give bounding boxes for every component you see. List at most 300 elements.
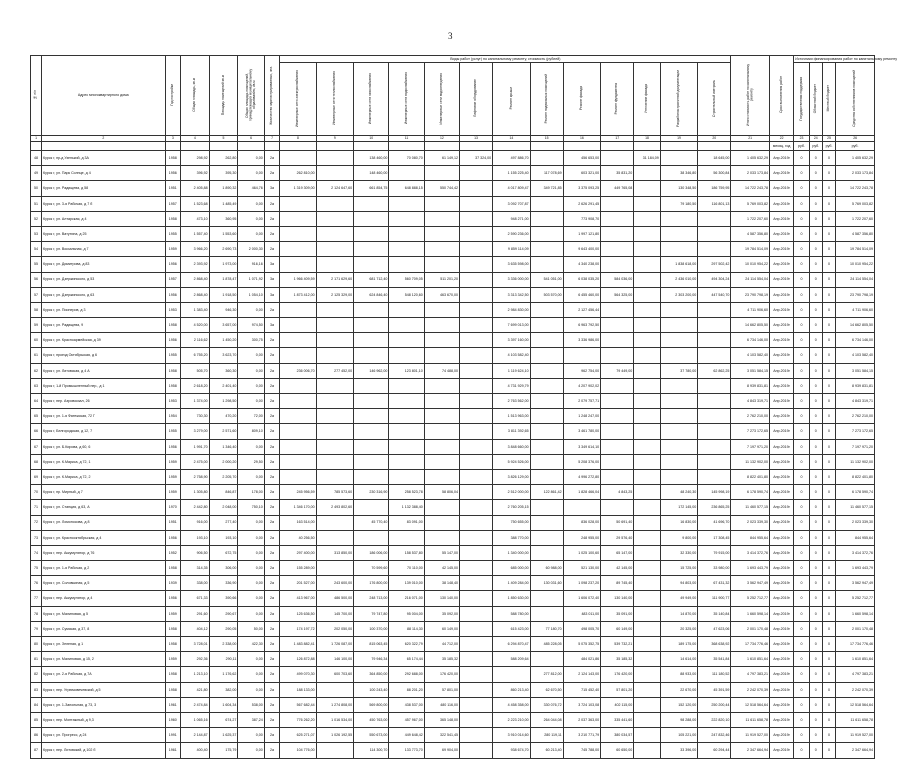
row-work-cost (389, 439, 424, 454)
row-municipal-area: 0,00 (238, 652, 264, 667)
row-number: 54 (31, 242, 42, 257)
row-work-cost (424, 378, 459, 393)
row-total-cost: 2 242 070,39 (731, 682, 770, 697)
row-work-cost (354, 226, 389, 241)
row-work-cost: 130 348,50 (660, 181, 698, 196)
row-work-cost (316, 348, 354, 363)
row-work-cost: 2 590 236,00 (493, 226, 531, 241)
row-financing: 0 (822, 409, 835, 424)
table-row (31, 287, 875, 302)
row-number: 67 (31, 439, 42, 454)
table-body (31, 151, 875, 759)
row-premises-area: 2 338,00 (209, 637, 238, 652)
row-work-cost (460, 166, 493, 181)
row-work-cost: 145 700,00 (316, 606, 354, 621)
row-work-cost: 1 966 409,59 (280, 272, 316, 287)
row-address: Курск г, ул. Радищева, д 58 (42, 181, 166, 196)
row-work-cost: 58 806,04 (424, 485, 459, 500)
row-work-cost (601, 151, 634, 166)
row-financing: 4 797 383,21 (836, 667, 875, 682)
row-work-cost (601, 348, 634, 363)
row-work-cost (634, 378, 660, 393)
row-financing: 0 (822, 530, 835, 545)
row-work-cost (316, 211, 354, 226)
row-total-cost: 11 611 658,78 (731, 712, 770, 727)
row-year: 1957 (165, 272, 180, 287)
row-financing: 0 (809, 561, 822, 576)
row-financing: 3 051 584,15 (836, 363, 875, 378)
row-work-cost (316, 378, 354, 393)
row-municipal-area: 0,00 (238, 378, 264, 393)
row-financing: 0 (822, 151, 835, 166)
row-work-cost (316, 515, 354, 530)
row-work-cost (424, 500, 459, 515)
row-municipal-area: 538,00 (238, 697, 264, 712)
row-financing: 0 (794, 318, 809, 333)
row-year: 1955 (165, 424, 180, 439)
row-work-cost: 2 512 000,00 (493, 485, 531, 500)
row-total-cost: 8 822 401,80 (731, 469, 770, 484)
row-financing: 0 (809, 576, 822, 591)
row-work-cost (389, 394, 424, 409)
row-work-cost (424, 166, 459, 181)
row-work-cost: 3 848 660,00 (493, 439, 531, 454)
row-address: Курск г, ул. Вокзальная, д 7 (42, 242, 166, 257)
row-work-cost: 35 541,84 (698, 652, 731, 667)
row-financing: 0 (809, 728, 822, 743)
row-deadline: Апр.2019г (769, 409, 793, 424)
table-row (31, 196, 875, 211)
row-work-cost: 155 289,00 (280, 561, 316, 576)
unit-cell: руб. (809, 142, 822, 151)
row-municipal-area: 0,00 (238, 363, 264, 378)
row-work-cost (601, 196, 634, 211)
row-financing: 0 (822, 697, 835, 712)
row-financing: 0 (809, 272, 822, 287)
row-financing: 0 (794, 196, 809, 211)
row-work-cost (460, 561, 493, 576)
row-work-cost: 45 391,59 (698, 682, 731, 697)
row-work-cost (424, 348, 459, 363)
row-financing: 0 (809, 500, 822, 515)
row-deadline: Апр.2019г (769, 667, 793, 682)
row-work-cost: 61 149,12 (424, 151, 459, 166)
row-financing: 0 (809, 743, 822, 758)
row-address: Курск г, ул. К.Маркса, д 72, 2 (42, 469, 166, 484)
row-financing: 0 (794, 409, 809, 424)
row-work-cost: 449 648,42 (389, 728, 424, 743)
row-work-cost: 45 770,40 (354, 515, 389, 530)
row-municipal-area: 0,00 (238, 348, 264, 363)
row-financing: 0 (809, 530, 822, 545)
row-registered: 2а (264, 409, 279, 424)
row-work-cost: 69 904,00 (424, 743, 459, 758)
row-financing: 11 611 658,78 (836, 712, 875, 727)
row-work-cost: 330 076,72 (530, 697, 563, 712)
header-f25: Местный бюджет (822, 63, 835, 136)
row-total-area: 6 755,20 (180, 348, 209, 363)
row-deadline: Апр.2019г (769, 545, 793, 560)
row-premises-area: 2 205,70 (209, 469, 238, 484)
row-total-area: 298,92 (180, 151, 209, 166)
row-year: 1951 (165, 515, 180, 530)
row-work-cost: 2 763 562,00 (493, 394, 531, 409)
row-financing: 0 (809, 485, 822, 500)
row-deadline: Апр.2019г (769, 576, 793, 591)
row-financing: 11 460 577,15 (836, 500, 875, 515)
row-work-cost: 1 248 247,00 (563, 409, 601, 424)
row-financing: 0 (822, 469, 835, 484)
row-work-cost (424, 257, 459, 272)
unit-cell-empty (493, 142, 531, 151)
row-address: Курск г, пер. Аккумулятор, д 4 (42, 591, 166, 606)
row-work-cost (698, 333, 731, 348)
row-work-cost: 776 262,20 (280, 712, 316, 727)
row-financing: 0 (794, 181, 809, 196)
row-premises-area: 672,75 (209, 545, 238, 560)
row-work-cost: 95 004,00 (389, 606, 424, 621)
header-deadline: Срок выполнения работ (769, 56, 793, 136)
row-work-cost (530, 515, 563, 530)
row-financing: 0 (794, 469, 809, 484)
row-financing: 24 114 554,04 (836, 272, 875, 287)
row-address: Курск г, ул. Краснооктябрьская, д 4 (42, 530, 166, 545)
table-row (31, 378, 875, 393)
table-row (31, 181, 875, 196)
row-total-cost: 6 178 590,74 (731, 485, 770, 500)
row-municipal-area: 916,16 (238, 257, 264, 272)
table-row (31, 485, 875, 500)
row-deadline: Апр.2019г (769, 469, 793, 484)
row-work-cost (424, 226, 459, 241)
row-total-area: 421,80 (180, 682, 209, 697)
row-total-area: 2 618,20 (180, 378, 209, 393)
row-municipal-area: 0,00 (238, 226, 264, 241)
column-number: 18 (634, 136, 660, 142)
row-year: 1956 (165, 591, 180, 606)
row-work-cost: 70 110,00 (389, 561, 424, 576)
row-financing: 0 (794, 561, 809, 576)
row-work-cost: 2 171 629,60 (316, 272, 354, 287)
row-work-cost: 564 325,00 (601, 287, 634, 302)
row-work-cost: 146 100,00 (316, 652, 354, 667)
row-work-cost (634, 743, 660, 758)
row-work-cost: 815 063,45 (354, 637, 389, 652)
row-work-cost: 35 831,20 (601, 166, 634, 181)
row-address: Курск г, ул. Димитрова, д 83 (42, 257, 166, 272)
row-work-cost (424, 530, 459, 545)
row-financing: 0 (822, 287, 835, 302)
row-total-area: 671,33 (180, 591, 209, 606)
row-work-cost (460, 545, 493, 560)
row-total-area: 193,10 (180, 530, 209, 545)
row-work-cost (460, 242, 493, 257)
row-financing: 0 (794, 394, 809, 409)
row-work-cost: 2 436 010,00 (660, 272, 698, 287)
row-work-cost: 176 800,00 (354, 576, 389, 591)
row-work-cost: 1 838 618,00 (660, 257, 698, 272)
row-financing: 0 (794, 424, 809, 439)
row-work-cost: 3 349 614,10 (563, 439, 601, 454)
row-financing: 11 132 902,00 (836, 454, 875, 469)
row-financing: 0 (809, 302, 822, 317)
row-year: 1955 (165, 348, 180, 363)
row-work-cost (389, 242, 424, 257)
row-premises-area: 2 690,73 (209, 242, 238, 257)
row-work-cost (601, 378, 634, 393)
row-work-cost: 202 050,00 (316, 621, 354, 636)
row-work-cost: 188 133,00 (280, 682, 316, 697)
row-work-cost: 402 115,00 (601, 697, 634, 712)
row-work-cost: 126 872,88 (280, 652, 316, 667)
row-financing: 0 (794, 272, 809, 287)
row-work-cost (460, 606, 493, 621)
row-work-cost: 6 038 035,20 (563, 272, 601, 287)
row-deadline: Апр.2019г (769, 652, 793, 667)
row-work-cost (389, 409, 424, 424)
row-work-cost (601, 409, 634, 424)
row-number: 52 (31, 211, 42, 226)
row-year: 1959 (165, 242, 180, 257)
row-financing: 0 (794, 257, 809, 272)
row-premises-area: 470,20 (209, 409, 238, 424)
row-work-cost (634, 515, 660, 530)
table-row (31, 545, 875, 560)
row-work-cost: 503 570,00 (530, 287, 563, 302)
row-registered: 2а (264, 621, 279, 636)
row-year: 1957 (165, 196, 180, 211)
row-financing: 2 242 070,39 (836, 682, 875, 697)
row-total-area: 730,30 (180, 409, 209, 424)
row-work-cost (634, 348, 660, 363)
column-number: 22 (769, 136, 793, 142)
unit-cell-empty (316, 142, 354, 151)
row-work-cost (460, 348, 493, 363)
row-work-cost: 1 155 225,40 (493, 166, 531, 181)
row-financing: 0 (822, 318, 835, 333)
row-financing: 0 (809, 378, 822, 393)
row-financing: 0 (822, 363, 835, 378)
header-w9: Инженерные сети теплоснабжения (316, 63, 354, 136)
row-financing: 0 (822, 272, 835, 287)
row-work-cost (634, 363, 660, 378)
row-premises-area: 1 176,62 (209, 667, 238, 682)
row-work-cost (530, 211, 563, 226)
row-work-cost: 2 124 143,00 (563, 667, 601, 682)
row-deadline: Апр.2019г (769, 242, 793, 257)
row-work-cost: 1 726 087,00 (316, 637, 354, 652)
row-work-cost: 38 346,80 (660, 166, 698, 181)
row-work-cost (460, 424, 493, 439)
row-financing: 0 (809, 196, 822, 211)
row-registered: 2а (264, 561, 279, 576)
row-work-cost: 6 455 460,00 (563, 287, 601, 302)
row-work-cost (460, 652, 493, 667)
row-work-cost (389, 454, 424, 469)
row-work-cost (530, 196, 563, 211)
row-municipal-area: 0,00 (238, 561, 264, 576)
row-financing: 17 734 776,46 (836, 637, 875, 652)
row-year: 1958 (165, 621, 180, 636)
row-premises-area: 1 346,40 (209, 439, 238, 454)
row-work-cost: 4 458 358,00 (493, 697, 531, 712)
row-premises-area: 3 623,70 (209, 348, 238, 363)
row-work-cost: 3 210 771,79 (563, 728, 601, 743)
row-work-cost: 145 998,19 (698, 485, 731, 500)
row-work-cost (601, 469, 634, 484)
row-total-cost: 1 722 207,60 (731, 211, 770, 226)
row-registered: 2а (264, 485, 279, 500)
row-work-cost (389, 378, 424, 393)
row-work-cost: 388 770,00 (493, 530, 531, 545)
row-work-cost (354, 469, 389, 484)
row-work-cost: 1 828 466,04 (563, 485, 601, 500)
row-work-cost: 133 773,70 (389, 743, 424, 758)
row-premises-area: 395,30 (209, 166, 238, 181)
row-registered: 2а (264, 302, 279, 317)
row-work-cost (530, 500, 563, 515)
row-financing: 0 (822, 166, 835, 181)
row-work-cost: 2 037 363,00 (563, 712, 601, 727)
row-total-cost: 1 693 443,79 (731, 561, 770, 576)
row-work-cost: 5 208 376,00 (563, 454, 601, 469)
row-financing: 0 (822, 682, 835, 697)
row-work-cost: 33 396,00 (660, 743, 698, 758)
row-financing: 3 414 372,76 (836, 545, 875, 560)
row-financing: 0 (794, 166, 809, 181)
row-work-cost: 236 865,25 (698, 500, 731, 515)
row-total-cost: 7 197 971,20 (731, 439, 770, 454)
row-work-cost: 22 670,00 (660, 682, 698, 697)
table-row (31, 743, 875, 758)
row-work-cost (698, 302, 731, 317)
row-work-cost: 297 502,42 (698, 257, 731, 272)
row-financing: 4 843 319,71 (836, 394, 875, 409)
row-work-cost: 449 765,08 (601, 181, 634, 196)
row-address: Курск г, пер. Литовский, д 102 б (42, 743, 166, 758)
row-work-cost: 1 483 882,41 (280, 637, 316, 652)
row-work-cost (316, 302, 354, 317)
row-premises-area: 360,30 (209, 363, 238, 378)
row-total-area: 292,36 (180, 652, 209, 667)
header-w18: Утепление фасада (634, 63, 660, 136)
row-deadline: Апр.2019г (769, 682, 793, 697)
row-work-cost (460, 591, 493, 606)
table-row (31, 637, 875, 652)
column-number: 26 (836, 136, 875, 142)
header-address: Адрес многоквартирного дома (42, 56, 166, 136)
row-registered: 2а (264, 226, 279, 241)
row-total-cost: 12 518 564,64 (731, 697, 770, 712)
row-work-cost: 15 725,00 (660, 561, 698, 576)
row-premises-area: 193,10 (209, 530, 238, 545)
row-number: 62 (31, 363, 42, 378)
header-f24: Областной бюджет (809, 63, 822, 136)
row-work-cost: 250 200,44 (698, 697, 731, 712)
row-year: 1956 (165, 530, 180, 545)
row-work-cost (601, 439, 634, 454)
row-deadline: Апр.2019г (769, 333, 793, 348)
row-work-cost: 1 025 100,60 (563, 545, 601, 560)
row-number: 68 (31, 454, 42, 469)
row-financing: 14 662 805,50 (836, 318, 875, 333)
row-work-cost: 9 800,00 (660, 530, 698, 545)
row-premises-area: 277,40 (209, 515, 238, 530)
row-work-cost: 230 316,90 (354, 485, 389, 500)
row-work-cost: 105 221,00 (660, 728, 698, 743)
row-registered: 2а (264, 348, 279, 363)
column-number: 25 (822, 136, 835, 142)
row-work-cost: 88 933,00 (660, 667, 698, 682)
row-financing: 0 (809, 242, 822, 257)
row-registered: 2а (264, 242, 279, 257)
row-work-cost (460, 743, 493, 758)
row-registered: 2а (264, 394, 279, 409)
unit-cell-empty (180, 142, 209, 151)
row-deadline: Апр.2019г (769, 394, 793, 409)
row-work-cost (698, 318, 731, 333)
column-number: 21 (731, 136, 770, 142)
row-year: 1958 (165, 637, 180, 652)
row-total-cost: 1 610 851,64 (731, 652, 770, 667)
row-work-cost: 3 910 014,60 (493, 728, 531, 743)
header-w20: Строительный контроль (698, 63, 731, 136)
column-number: 17 (601, 136, 634, 142)
row-address: Курск г, ул. Станция, д 63, А (42, 500, 166, 515)
table-row (31, 515, 875, 530)
row-work-cost: 31 184,09 (634, 151, 660, 166)
row-work-cost: 4 017 809,47 (493, 181, 531, 196)
row-work-cost: 511 201,20 (424, 272, 459, 287)
row-number: 63 (31, 378, 42, 393)
row-work-cost (389, 226, 424, 241)
table-row (31, 606, 875, 621)
row-financing: 0 (809, 151, 822, 166)
row-total-area: 400,40 (180, 743, 209, 758)
row-work-cost: 7 699 013,00 (493, 318, 531, 333)
row-work-cost: 457 967,00 (389, 712, 424, 727)
row-work-cost: 33 980,00 (698, 561, 731, 576)
row-work-cost: 2 079 757,71 (563, 394, 601, 409)
header-municipal-area: Общая площадь помещений, принадлежащих муниципальному образованию, кв.м (238, 56, 264, 136)
row-deadline: Апр.2019г (769, 348, 793, 363)
row-work-cost: 248 713,00 (354, 591, 389, 606)
row-deadline: Апр.2019г (769, 728, 793, 743)
row-year: 1959 (165, 469, 180, 484)
row-work-cost: 335 441,60 (601, 712, 634, 727)
row-work-cost (389, 318, 424, 333)
row-financing: 0 (822, 439, 835, 454)
row-deadline: Апр.2019г (769, 287, 793, 302)
column-number: 20 (698, 136, 731, 142)
row-work-cost: 3 375 093,25 (563, 181, 601, 196)
column-number: 5 (209, 136, 238, 142)
header-w19: Разработка проектной документации (660, 63, 698, 136)
row-work-cost: 236 006,70 (280, 363, 316, 378)
row-work-cost: 860 213,40 (493, 682, 531, 697)
row-work-cost: 6 963 792,50 (563, 318, 601, 333)
row-work-cost: 100 370,00 (354, 621, 389, 636)
header-w11: Инженерные сети водоснабжения (389, 63, 424, 136)
row-work-cost: 1 340 000,00 (493, 545, 531, 560)
row-financing: 0 (809, 424, 822, 439)
row-work-cost (424, 454, 459, 469)
row-financing: 0 (822, 667, 835, 682)
row-financing: 0 (794, 515, 809, 530)
row-total-cost: 5 252 712,77 (731, 591, 770, 606)
row-municipal-area: 0,00 (238, 576, 264, 591)
column-number: 16 (563, 136, 601, 142)
